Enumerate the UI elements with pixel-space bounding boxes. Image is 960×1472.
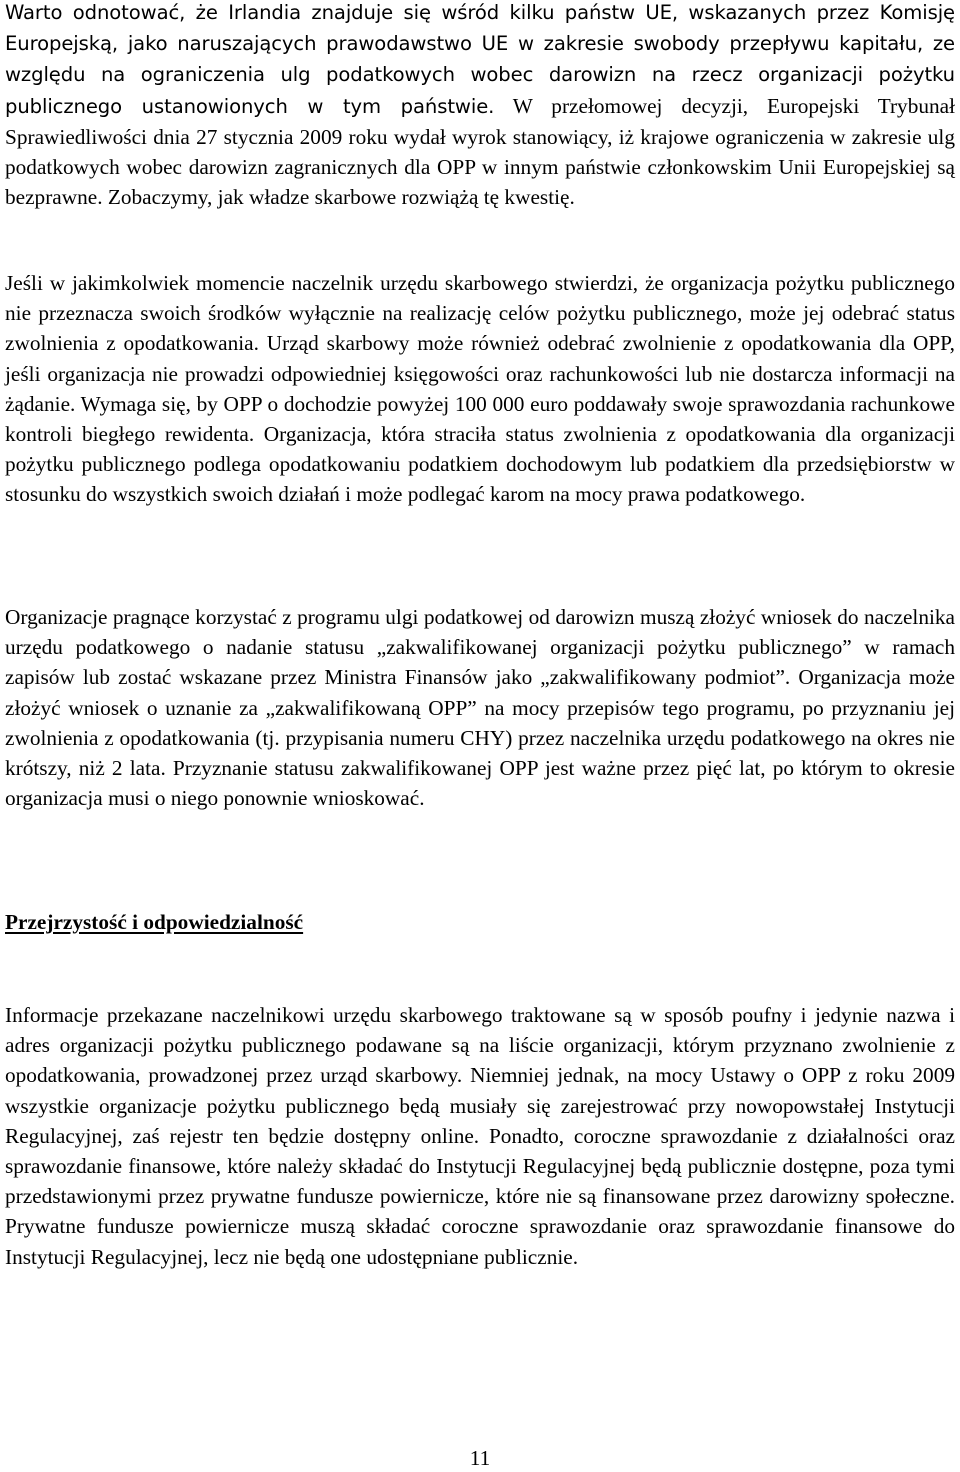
paragraph-status-revocation: Jeśli w jakimkolwiek momencie naczelnik urzędu skarbowego stwierdzi, że organizacja pożytku publicznego nie przeznacza swoich środków wyłącznie na realizację celów pożytku publicznego, może jej odebrać status zwolnienia z opodatkowania. Urząd skarbowy może również odebrać zwolnienie z opodatkowania dla OPP, jeśli organizacja nie prowadzi odpowiedniej księgowości oraz rachunkowości lub nie dostarcza informacji na żądanie. Wymaga się, by OPP o dochodzie powyżej 100 000 euro poddawały swoje sprawozdania rachunkowe kontroli biegłego rewidenta. Organizacja, która straciła status zwolnienia z opodatkowania dla organizacji pożytku publicznego podlega opodatkowaniu podatkiem dochodowym lub podatkiem dla przedsiębiorstw w stosunku do wszystkich swoich działań i może podlegać karom na mocy prawa podatkowego. bbox=[5, 271, 955, 507]
paragraph-qualified-status: Organizacje pragnące korzystać z programu ulgi podatkowej od darowizn muszą złożyć wniosek do naczelnika urzędu podatkowego o nadanie statusu „zakwalifikowanej organizacji pożytku publicznego” w ramach zapisów lub zostać wskazane przez Ministra Finansów jako „zakwalifikowany podmiot”. Organizacja może złożyć wniosek o uznanie za „zakwalifikowaną OPP” na mocy przepisów tego programu, po przyznaniu jej zwolnienia z opodatkowania (tj. przypisania numeru CHY) przez naczelnika urzędu podatkowego na okres nie krótszy, niż 2 lata. Przyznanie statusu zakwalifikowanej OPP jest ważne przez pięć lat, po którym to okresie organizacja musi o niego ponownie wnioskować. bbox=[5, 605, 955, 811]
paragraph-eu-law bbox=[5, 0, 955, 212]
paragraph-eu-law-ruling: W przełomowej decyzji, Europejski Trybunał Sprawiedliwości dnia 27 stycznia 2009 roku wydał wyrok stanowiący, iż krajowe ograniczenia w zakresie ulg podatkowych wobec darowizn zagranicznych dla OPP w innym państwie członkowskim Unii Europejskiej są bezprawne. Zobaczymy, jak władze skarbowe rozwiążą tę kwestię. bbox=[5, 93, 956, 210]
section-heading-transparency: Przejrzystość i odpowiedzialność bbox=[5, 910, 304, 934]
paragraph-eu-law-intro: Warto odnotować, że Irlandia znajduje się wśród kilku państw UE, wskazanych przez Komisję Europejską, jako naruszających prawodawstwo UE w zakresie swobody przepływu kapitału, ze względu na ograniczenia ulg podatkowych wobec darowizn na rzecz organizacji pożytku publicznego ustanowionych w tym państwie. bbox=[5, 1, 955, 118]
paragraph-transparency: Informacje przekazane naczelnikowi urzędu skarbowego traktowane są w sposób poufny i jedynie nazwa i adres organizacji pożytku publicznego podawane są na liście organizacji, którym przyznano zwolnienie z opodatkowania, prowadzonej przez urząd skarbowy. Niemniej jednak, na mocy Ustawy o OPP z roku 2009 wszystkie organizacje pożytku publicznego będą musiały się zarejestrować przy nowopowstałej Instytucji Regulacyjnej, zaś rejestr ten będzie dostępny online. Ponadto, coroczne sprawozdanie z działalności oraz sprawozdanie finansowe, które należy składać do Instytucji Regulacyjnej będą publicznie dostępne, poza tymi przedstawionymi przez prywatne fundusze powiernicze, które nie są finansowane przez darowizny społeczne. Prywatne fundusze powiernicze muszą składać coroczne sprawozdanie oraz sprawozdanie finansowe do Instytucji Regulacyjnej, lecz nie będą one udostępniane publicznie. bbox=[5, 1003, 955, 1269]
page-number: 11 bbox=[469, 1446, 491, 1470]
